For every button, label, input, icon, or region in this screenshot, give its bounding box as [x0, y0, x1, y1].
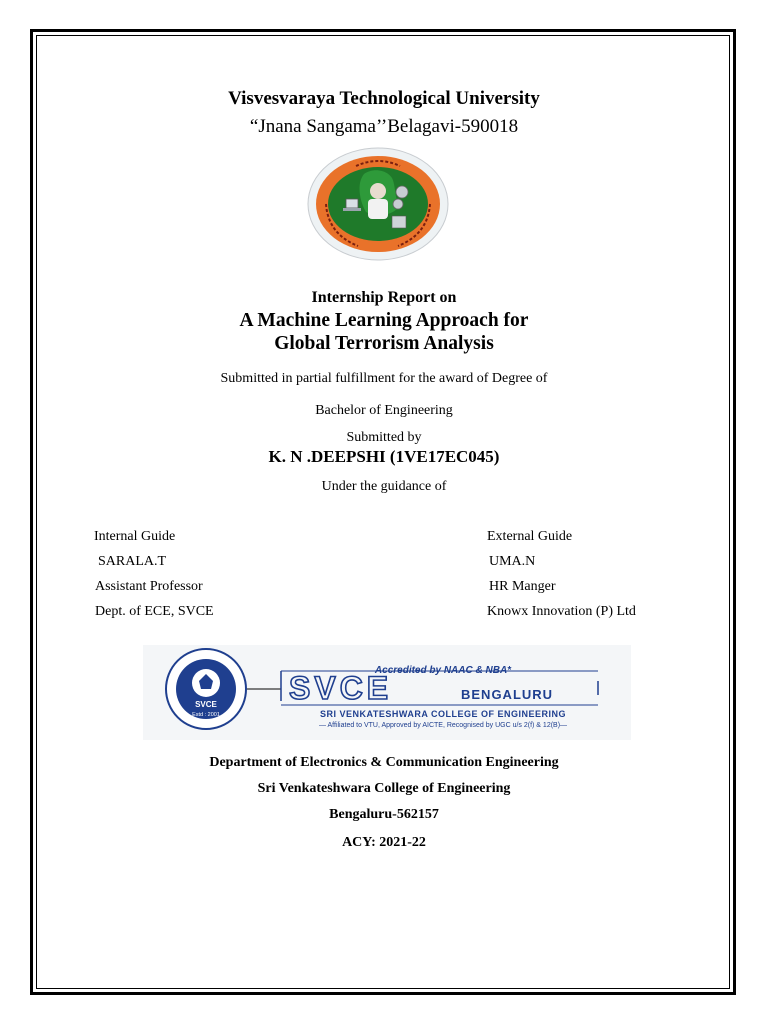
internal-guide-designation: Assistant Professor — [95, 579, 203, 594]
university-address: “Jnana Sangama’’Belagavi-590018 — [249, 116, 519, 137]
external-guide-affiliation: Knowx Innovation (P) Ltd — [487, 604, 636, 619]
external-guide-name: UMA.N — [489, 554, 536, 569]
submission-statement: Submitted in partial fulfillment for the award of Degree of — [220, 371, 548, 386]
svce-brand-text: SVCE — [289, 670, 393, 706]
college-affiliation: — Affiliated to VTU, Approved by AICTE, Recognised by UGC u/s 2(f) & 12(B)— — [318, 722, 568, 729]
seal-estd: Estd : 2001 — [192, 712, 220, 718]
project-title-line-2: Global Terrorism Analysis — [274, 333, 494, 354]
svce-city-text: BENGALURU — [461, 687, 554, 702]
guidance-label: Under the guidance of — [321, 479, 447, 494]
seal-label: SVCE — [195, 700, 217, 709]
department-name: Department of Electronics & Communication Engineering — [209, 755, 559, 770]
college-city: Bengaluru-562157 — [329, 807, 439, 822]
project-title-line-1: A Machine Learning Approach for — [239, 310, 529, 331]
internal-guide-affiliation: Dept. of ECE, SVCE — [95, 604, 214, 619]
internal-guide-name: SARALA.T — [98, 554, 167, 569]
college-full-name: SRI VENKATESHWARA COLLEGE OF ENGINEERING — [319, 709, 567, 719]
svce-logo — [143, 645, 631, 740]
accreditation-text: Accredited by NAAC & NBA* — [374, 665, 512, 676]
external-guide-heading: External Guide — [487, 529, 573, 544]
academic-year: ACY: 2021-22 — [342, 835, 426, 850]
report-label: Internship Report on — [311, 289, 457, 306]
project-title — [0, 309, 768, 355]
vtu-emblem-icon — [306, 146, 450, 262]
internal-guide-heading: Internal Guide — [94, 529, 176, 544]
university-name: Visvesvaraya Technological University — [228, 88, 540, 109]
degree-name: Bachelor of Engineering — [315, 403, 453, 418]
college-name: Sri Venkateshwara College of Engineering — [257, 781, 511, 796]
student-name: K. N .DEEPSHI (1VE17EC045) — [268, 447, 500, 466]
external-guide-designation: HR Manger — [489, 579, 556, 594]
submitted-by-label: Submitted by — [346, 430, 422, 445]
